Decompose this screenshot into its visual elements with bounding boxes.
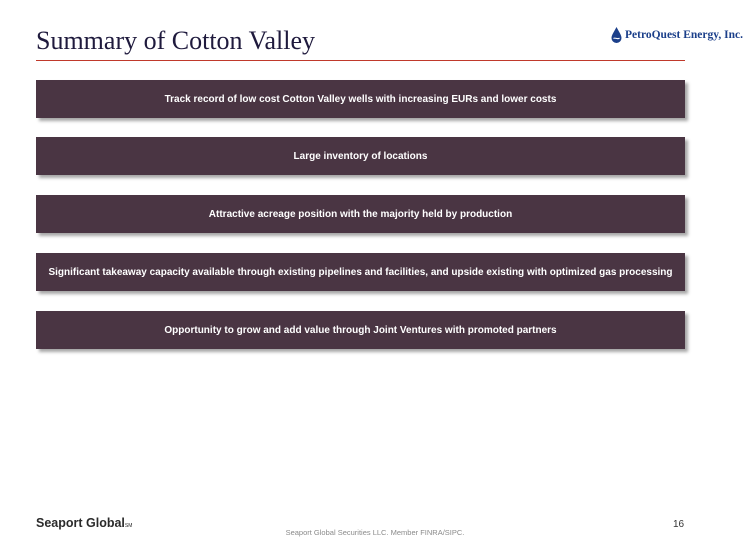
page-number: 16: [673, 519, 685, 530]
summary-text: Track record of low cost Cotton Valley wells with increasing EURs and lower costs: [164, 93, 557, 105]
summary-text: Attractive acreage position with the majority held by production: [208, 208, 513, 220]
summary-box-1: [36, 80, 685, 118]
summary-text: Large inventory of locations: [293, 150, 428, 162]
summary-box-4: [36, 253, 685, 291]
company-logo: [610, 25, 743, 45]
summary-box-3: [36, 195, 685, 233]
service-mark: SM: [124, 523, 133, 529]
footer-brand-name: Seaport Global: [36, 516, 125, 530]
oil-drop-icon: [610, 26, 623, 44]
footer-disclaimer: Seaport Global Securities LLC. Member FINRA/SIPC.: [285, 528, 465, 537]
summary-box-2: [36, 137, 685, 175]
logo-text: PetroQuest Energy, Inc.: [625, 29, 743, 41]
summary-box-5: [36, 311, 685, 349]
summary-text: Significant takeaway capacity available through existing pipelines and facilities, and upside existing with optimized gas processing: [48, 266, 673, 278]
page-title: Summary of Cotton Valley: [36, 26, 316, 55]
title-divider: [36, 60, 685, 61]
summary-text: Opportunity to grow and add value through Joint Ventures with promoted partners: [164, 324, 557, 336]
